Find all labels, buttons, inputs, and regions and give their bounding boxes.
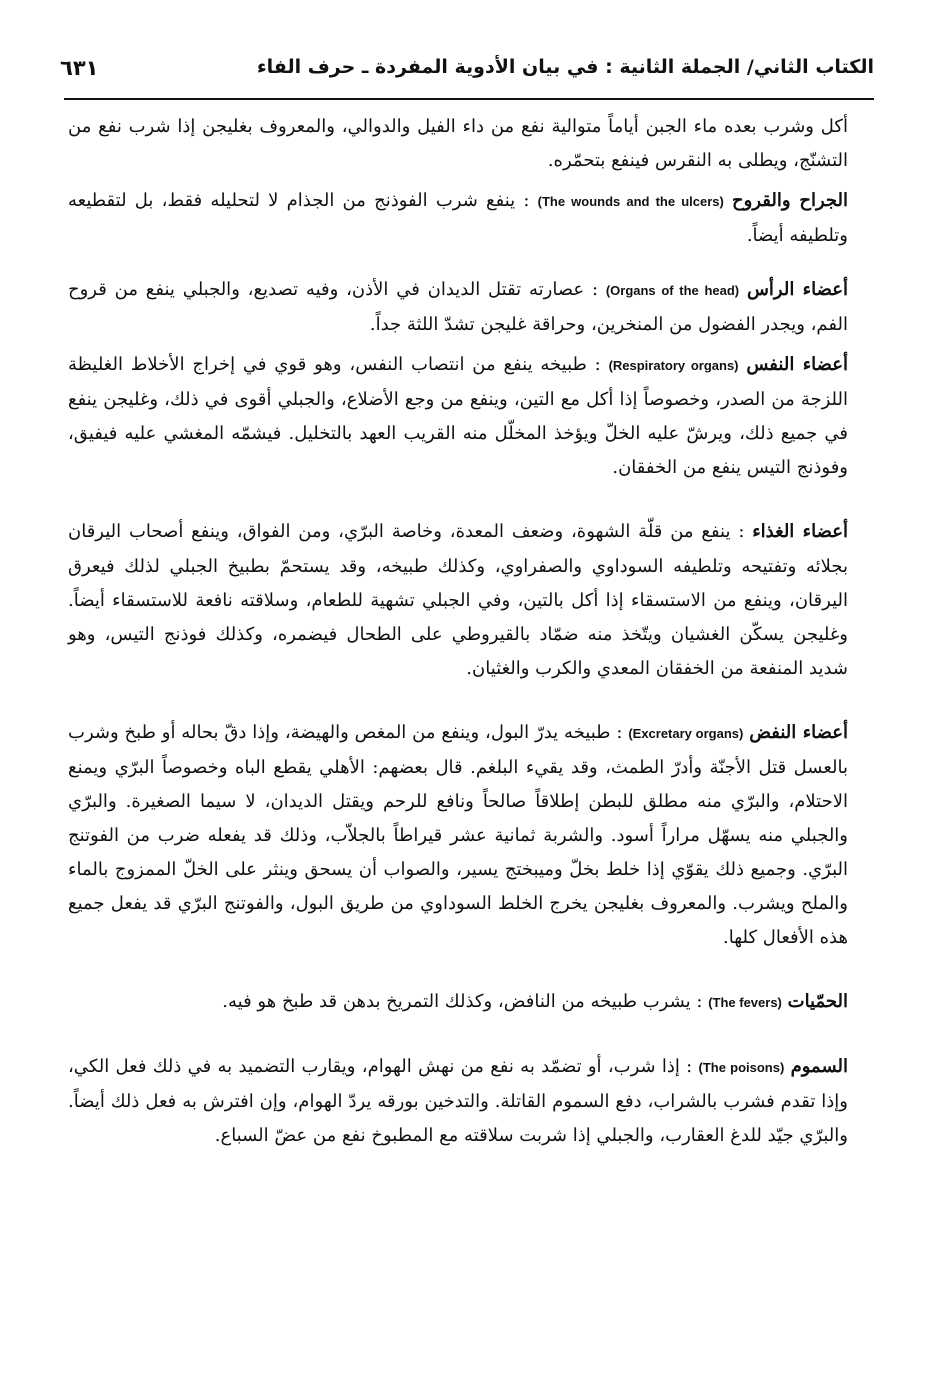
section-text: : عصارته تقتل الديدان في الأذن، وفيه تصديع، والجبلي ينفع من قروح الفم، ويجدر الفضول من المنخرين، وحراقة غليجن تشدّ اللثة جداً. bbox=[68, 279, 848, 335]
section-respiratory-organs bbox=[68, 348, 848, 485]
section-heading: أعضاء النفس bbox=[746, 354, 848, 375]
section-english-term: (Excretary organs) bbox=[628, 726, 744, 741]
section-english-term: (Organs of the head) bbox=[605, 283, 740, 298]
section-english-term: (Respiratory organs) bbox=[608, 358, 739, 373]
section-heading: أعضاء الرأس bbox=[746, 279, 848, 300]
section-excretory-organs bbox=[68, 716, 848, 955]
section-heading: الحمّيات bbox=[787, 991, 848, 1012]
page-body bbox=[68, 110, 848, 1153]
section-poisons bbox=[68, 1050, 848, 1153]
section-text: : طبيخه ينفع من انتصاب النفس، وهو قوي في إخراج الأخلاط الغليظة اللزجة من الصدر، وخصوصاً إذا أكل مع التين، وينفع من وجع الأضلاع، والجبلي أقوى في ذلك، وغليجن ينفع في جميع ذلك، ويرشّ عليه الخلّ ويؤخذ المخلّل منه القريب العهد بالتخليل. فيشمّه المغشي عليه فيفيق، وفوذنج التيس ينفع من الخفقان. bbox=[68, 354, 848, 478]
section-nutrition-organs bbox=[68, 515, 848, 686]
section-text: : طبيخه يدرّ البول، وينفع من المغص والهيضة، وإذا دقّ بحاله أو طبخ وشرب بالعسل قتل الأجنّة وأدرّ الطمث، وقد يقيء البلغم. قال بعضهم: الأهلي يقطع الباه وخصوصاً البرّي ويمنع الاحتلام، والبرّي منه مطلق للبطن إطلاقاً صالحاً ونافع للرحم ويقتل الديدان، لا سيما الصغيرة. والبرّي والجبلي منه يسهّل مراراً أسود. والشربة ثمانية عشر قيراطاً بالجلاّب، وذلك قد يفعله ضرب من الفوتنج البرّي. وجميع ذلك يقوّي إذا خلط بخلّ وميبختج يسير، والصواب أن يسحق وينثر على الخلّ الممزوج بالماء والملح ويشرب. والمعروف بغليجن يخرج الخلط السوداوي من طريق البول، والفوتنج البرّي قد يفعل جميع هذه الأفعال كلها. bbox=[68, 722, 848, 948]
intro-paragraph: أكل وشرب بعده ماء الجبن أياماً متوالية نفع من داء الفيل والدوالي، والمعروف بغليجن إذا شرب نفع من التشنّج، ويطلى به النقرس فينفع بتحمّره. bbox=[68, 116, 848, 171]
section-heading: السموم bbox=[790, 1056, 848, 1077]
page-number: ٦٣١ bbox=[60, 56, 99, 80]
section-english-term: (The wounds and the ulcers) bbox=[537, 194, 724, 209]
section-organs-head bbox=[68, 273, 848, 342]
running-title: الكتاب الثاني/ الجملة الثانية : في بيان الأدوية المفردة ـ حرف الفاء bbox=[256, 56, 874, 78]
page-header bbox=[60, 50, 874, 92]
section-english-term: (The poisons) bbox=[698, 1060, 785, 1075]
section-fevers bbox=[68, 985, 848, 1020]
section-text: : ينفع من قلّة الشهوة، وضعف المعدة، وخاصة البرّي، ومن الفواق، وينفع أصحاب اليرقان بجلائه وتفتيحه وتلطيفه السوداوي والصفراوي، وكذلك طبيخه، وقد يستحمّ بطبيخ الجبلي لذلك فيعرق اليرقان، وينفع من الاستسقاء إذا أكل بالتين، وفي الجبلي تشهية للطعام، وسلاقته نافعة للاستسقاء أيضاً. وغليجن يسكّن الغشيان ويتّخذ منه ضمّاد بالقيروطي على الطحال فيضمره، وكذلك فوذنج التيس، وهو شديد المنفعة من الخفقان المعدي والكرب والغثيان. bbox=[68, 521, 848, 679]
section-english-term: (The fevers) bbox=[708, 995, 782, 1010]
section-text: : ينفع شرب الفوذنج من الجذام لا لتحليله فقط، بل لتقطيعه وتلطيفه أيضاً. bbox=[68, 190, 848, 246]
section-heading: أعضاء الغذاء bbox=[752, 521, 848, 542]
section-text: : إذا شرب، أو تضمّد به نفع من نهش الهوام، ويقارب التضميد به في ذلك فعل الكي، وإذا تقدم فشرب بالشراب، دفع السموم القاتلة. والتدخين بورقه يردّ الهوام، وإن افترش به فعل ذلك أيضاً. والبرّي جيّد للدغ العقارب، والجبلي إذا شربت سلاقته مع المطبوخ نفع من عضّ السباع. bbox=[68, 1056, 848, 1146]
header-rule bbox=[64, 98, 874, 100]
section-wounds-ulcers bbox=[68, 184, 848, 253]
section-heading: أعضاء النفض bbox=[749, 722, 848, 743]
section-text: : يشرب طبيخه من النافض، وكذلك التمريخ بدهن قد طبخ هو فيه. bbox=[222, 991, 703, 1012]
section-heading: الجراح والقروح bbox=[732, 190, 848, 211]
